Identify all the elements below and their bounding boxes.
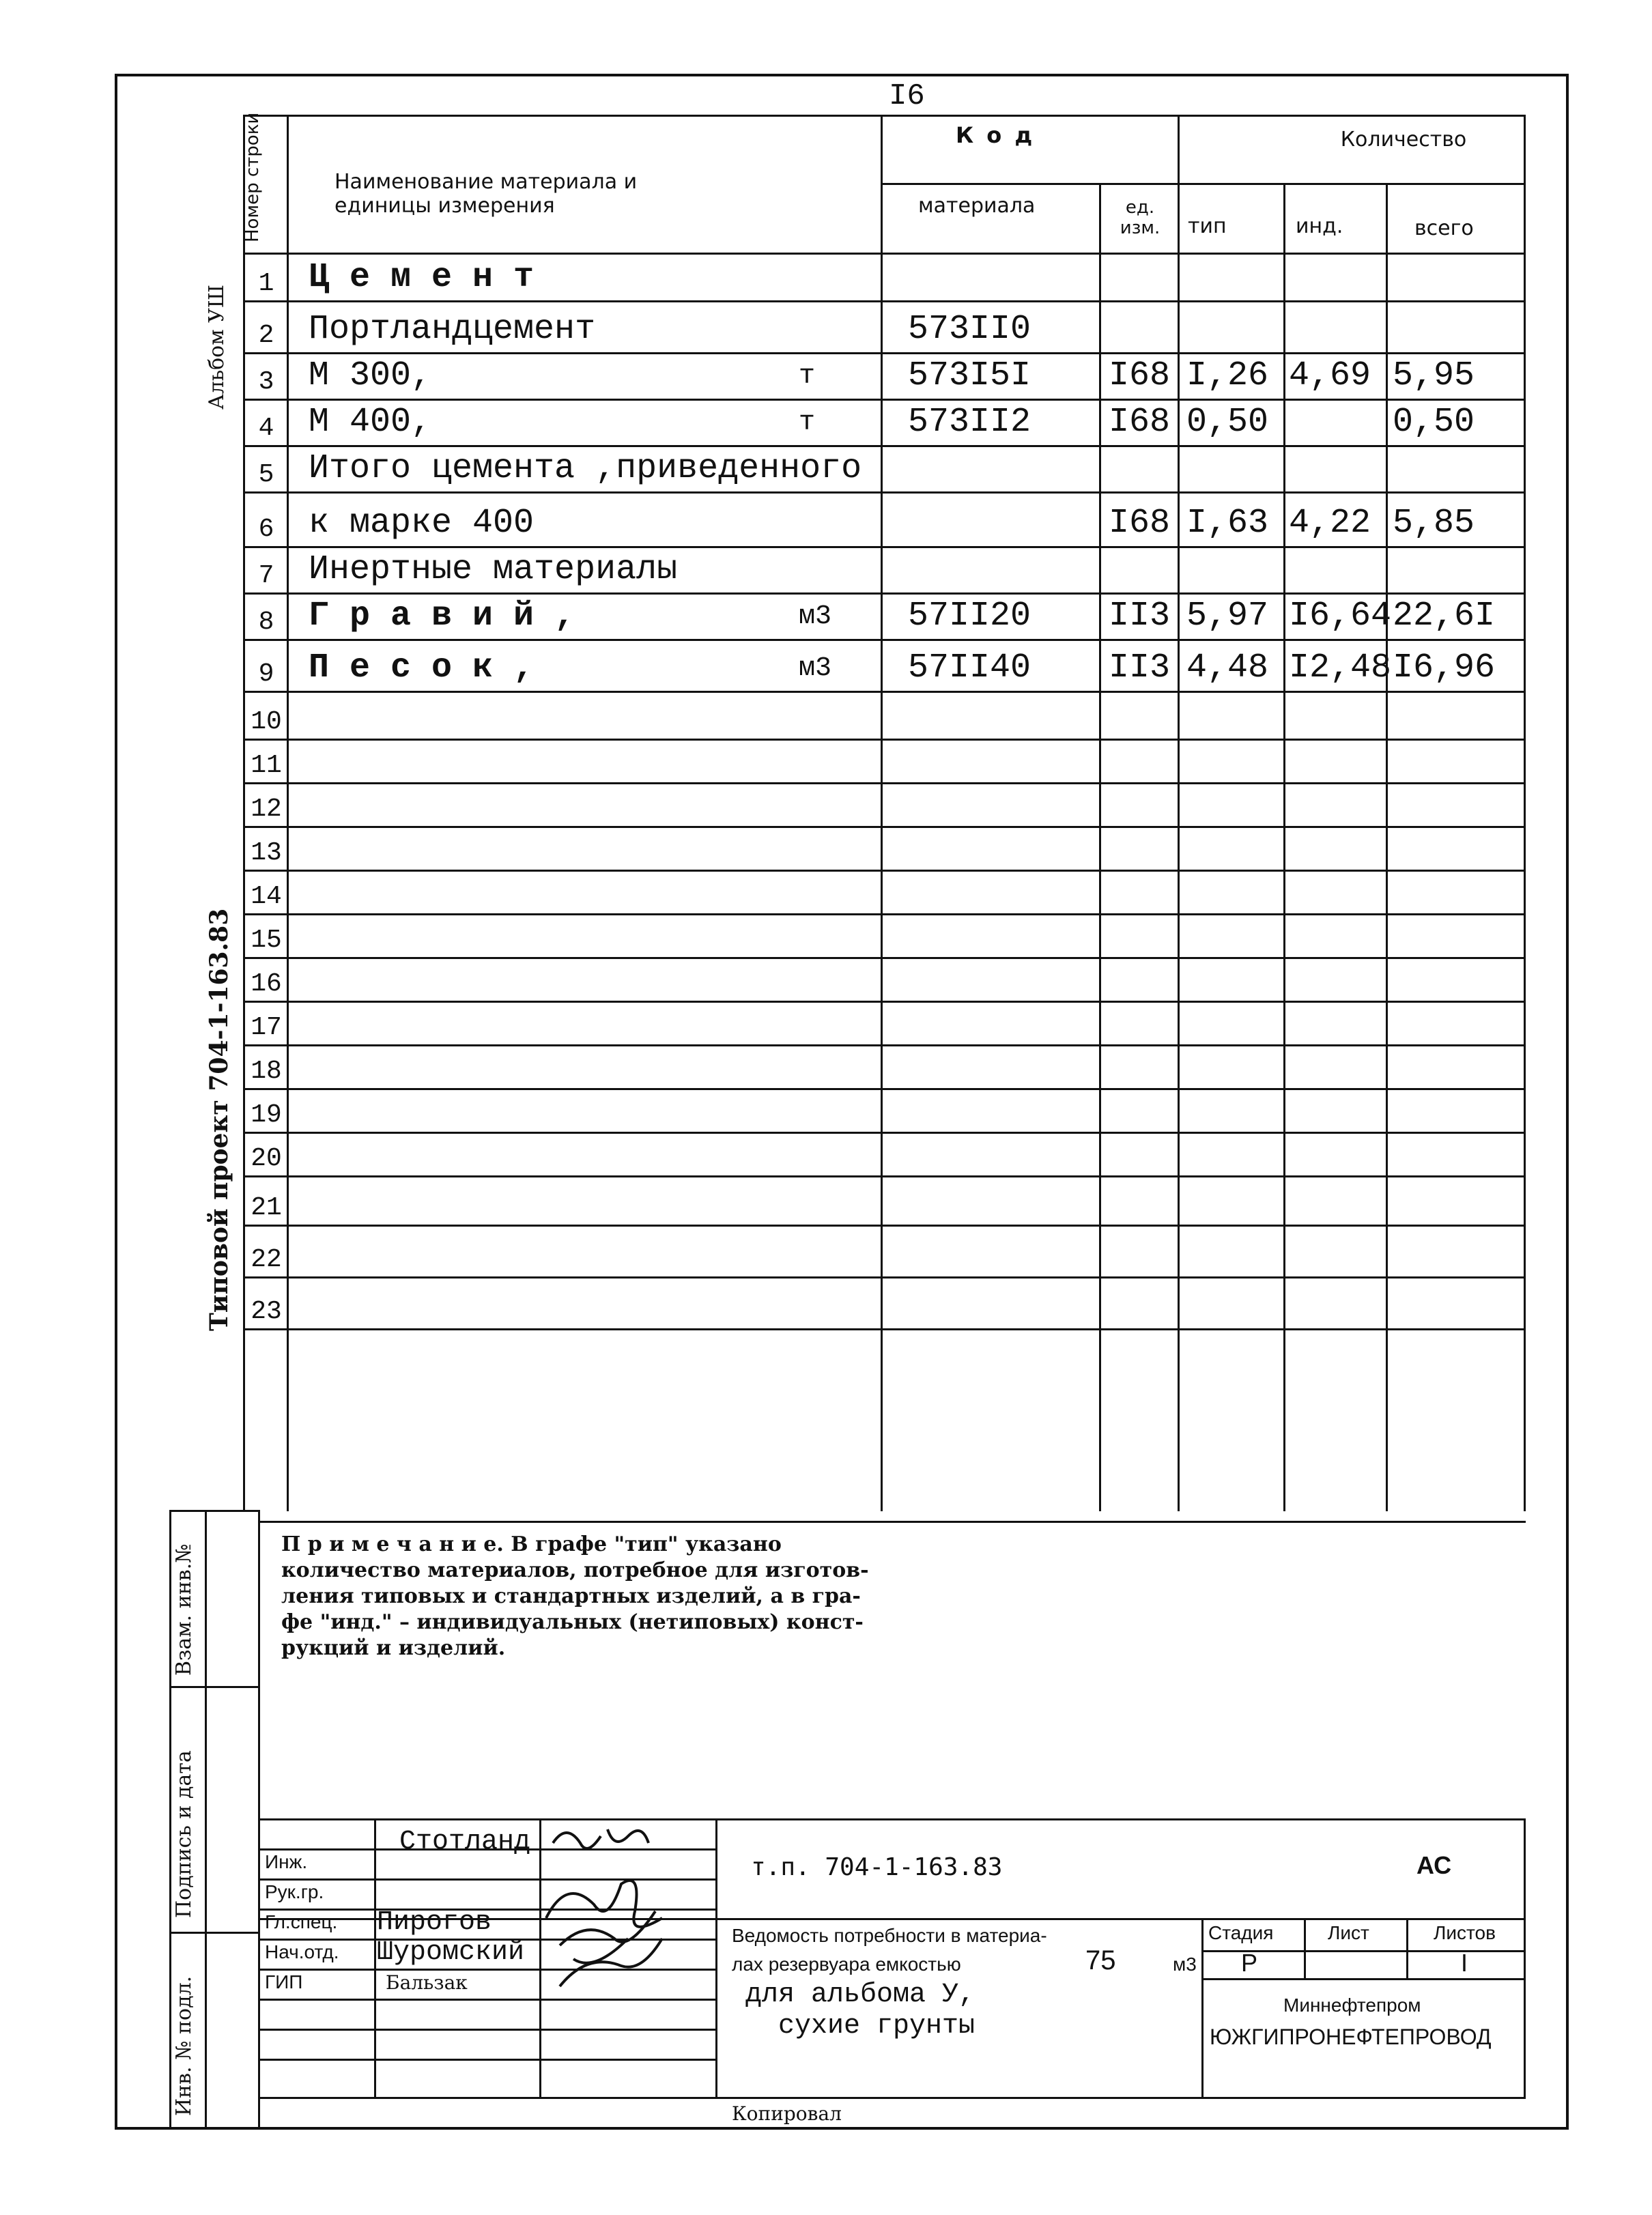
table-border-left <box>243 115 245 1511</box>
qty-ind: 4,69 <box>1289 356 1371 395</box>
table-row-line <box>243 592 1526 595</box>
stage-value: Р <box>1241 1949 1258 1977</box>
stage-label: Стадия <box>1208 1922 1274 1943</box>
row-number: 21 <box>251 1193 282 1223</box>
material-name: Портландцемент <box>309 310 596 349</box>
table-border-right <box>1524 115 1526 1511</box>
material-name: Инертные материалы <box>309 550 678 589</box>
unit-code: I68 <box>1109 356 1171 395</box>
material-name: Г р а в и й , <box>309 597 575 635</box>
row-number: 7 <box>258 561 274 590</box>
row-number: 5 <box>258 460 274 489</box>
table-row-line <box>243 352 1526 354</box>
row-number: 15 <box>251 926 282 955</box>
tank-volume: 75 <box>1085 1945 1116 1975</box>
row-number: 10 <box>251 707 282 737</box>
header-qty-ind: инд. <box>1296 214 1343 238</box>
table-row-line <box>243 546 1526 548</box>
table-row-line <box>243 691 1526 693</box>
row-number: 18 <box>251 1057 282 1086</box>
role-label: Нач.отд. <box>265 1941 339 1962</box>
album-label: Альбом УШ <box>205 284 229 410</box>
note-top-border <box>258 1521 1526 1523</box>
col-rownum-border <box>287 115 289 1511</box>
titleblock-right-border <box>1524 1818 1526 2098</box>
titleblock-role-col <box>374 1818 376 2098</box>
stamp-line <box>169 1932 258 1934</box>
row-number: 20 <box>251 1144 282 1173</box>
row-number: 1 <box>258 269 274 298</box>
col-typ-border <box>1283 183 1285 1511</box>
qty-typ: I,63 <box>1186 504 1269 543</box>
table-row-line <box>243 491 1526 494</box>
row-number: 9 <box>258 659 274 689</box>
header-row-number: Номер строки <box>242 112 263 242</box>
note-left-border <box>258 1521 260 2128</box>
header-code-material: материала <box>918 194 1036 218</box>
row-number: 4 <box>258 414 274 443</box>
stamp-original-inv: Инв. № подл. <box>172 1975 196 2116</box>
org-institute: ЮЖГИПРОНЕФТЕПРОВОД <box>1210 2025 1492 2049</box>
table-row-line <box>243 782 1526 784</box>
row-number: 19 <box>251 1100 282 1130</box>
row-number: 12 <box>251 795 282 824</box>
table-row-line <box>243 1328 1526 1330</box>
qty-ind: I6,64 <box>1289 597 1392 635</box>
table-row-line <box>243 913 1526 915</box>
description-line: Ведомость потребности в материа- <box>732 1925 1047 1946</box>
header-bottom-border <box>243 253 1526 255</box>
stamp-border-mid <box>205 1510 207 2128</box>
row-number: 8 <box>258 608 274 637</box>
material-name: к марке 400 <box>309 504 535 543</box>
row-number: 14 <box>251 882 282 911</box>
person-name: Пирогов <box>377 1907 492 1938</box>
titleblock-top-border <box>258 1818 1526 1820</box>
stamp-replaced-inv: Взам. инв.№ <box>172 1543 196 1676</box>
row-number: 13 <box>251 838 282 868</box>
titleblock-stage-col <box>1201 1918 1204 2098</box>
titleblock-sheet-col <box>1304 1918 1306 1978</box>
header-split-line <box>881 183 1526 185</box>
header-qty-typ: тип <box>1188 214 1227 238</box>
material-code: 57II40 <box>908 648 1031 687</box>
signature-scribbles <box>532 1816 724 1993</box>
table-row-line <box>243 1088 1526 1090</box>
qty-ind: 4,22 <box>1289 504 1371 543</box>
header-material-name: Наименование материала и единицы измерения <box>334 170 638 218</box>
row-number: 17 <box>251 1013 282 1042</box>
row-number: 22 <box>251 1245 282 1274</box>
unit-code: I68 <box>1109 403 1171 442</box>
material-code: 573II0 <box>908 310 1031 349</box>
description-line: лах резервуара емкостью <box>732 1954 961 1975</box>
table-row-line <box>243 445 1526 447</box>
qty-total: 0,50 <box>1393 403 1475 442</box>
tank-volume-unit: м3 <box>1173 1954 1197 1975</box>
role-row-line <box>258 2029 715 2031</box>
stamp-line <box>169 1686 258 1688</box>
qty-total: I6,96 <box>1393 648 1496 687</box>
material-code: 573II2 <box>908 403 1031 442</box>
table-row-line <box>243 1225 1526 1227</box>
titleblock-org-line <box>1201 1978 1526 1980</box>
row-number: 2 <box>258 321 274 350</box>
table-top-border <box>243 115 1526 117</box>
table-row-line <box>243 639 1526 641</box>
row-number: 11 <box>251 751 282 780</box>
unit-code: II3 <box>1109 597 1171 635</box>
table-row-line <box>243 1001 1526 1003</box>
role-label: Гл.спец. <box>265 1911 338 1932</box>
material-name: Ц е м е н т <box>309 258 535 297</box>
table-row-line <box>243 739 1526 741</box>
document-code: т.п. 704-1-163.83 <box>751 1853 1003 1881</box>
table-row-line <box>243 399 1526 401</box>
row-number: 6 <box>258 515 274 544</box>
person-name: Стотланд <box>399 1827 531 1857</box>
sheets-value: I <box>1461 1949 1468 1977</box>
col-code-border <box>1099 183 1101 1511</box>
table-row-line <box>243 957 1526 959</box>
page-number: I6 <box>889 79 925 113</box>
col-unit-border <box>1178 115 1180 1511</box>
table-row-line <box>243 826 1526 828</box>
org-ministry: Миннефтепром <box>1283 1995 1421 2016</box>
note-line: фе "инд." – индивидуальных (нетиповых) конст- <box>281 1610 864 1634</box>
qty-typ: I,26 <box>1186 356 1269 395</box>
header-code-unit: ед. изм. <box>1120 197 1160 238</box>
project-label: Типовой проект 704-1-163.83 <box>205 908 233 1331</box>
material-name: Итого цемента ,приведенного <box>309 449 862 488</box>
description-line: для альбома У, <box>745 1980 975 2010</box>
note-line: ления типовых и стандартных изделий, а в гра- <box>281 1584 861 1608</box>
qty-typ: 4,48 <box>1186 648 1269 687</box>
note-line: количество материалов, потребное для изготов- <box>281 1558 869 1582</box>
row-number: 3 <box>258 367 274 397</box>
qty-total: 5,85 <box>1393 504 1475 543</box>
table-row-line <box>243 870 1526 872</box>
table-row-line <box>243 300 1526 302</box>
role-label: Рук.гр. <box>265 1881 324 1902</box>
material-code: 57II20 <box>908 597 1031 635</box>
col-name-border <box>881 115 883 1511</box>
qty-total: 22,6I <box>1393 597 1496 635</box>
titleblock-bottom-border <box>258 2097 1526 2099</box>
header-quantity-group: Количество <box>1340 128 1467 152</box>
unit-label: м3 <box>799 601 832 632</box>
unit-code: II3 <box>1109 648 1171 687</box>
unit-label: м3 <box>799 653 832 684</box>
role-row-line <box>258 1999 715 2001</box>
header-code-group: К о д <box>956 122 1036 148</box>
row-number: 23 <box>251 1297 282 1326</box>
stamp-border-left <box>169 1510 171 2128</box>
role-row-line <box>258 2059 715 2061</box>
unit-label: т <box>799 408 816 438</box>
unit-code: I68 <box>1109 504 1171 543</box>
sheet-label: Лист <box>1328 1922 1369 1943</box>
qty-ind: I2,48 <box>1289 648 1392 687</box>
table-row-line <box>243 1276 1526 1278</box>
table-row-line <box>243 1175 1526 1177</box>
copied-by-label: Копировал <box>732 2102 842 2125</box>
table-row-line <box>243 1044 1526 1046</box>
qty-total: 5,95 <box>1393 356 1475 395</box>
unit-label: т <box>799 361 816 392</box>
description-line: сухие грунты <box>778 2011 975 2042</box>
role-label: Инж. <box>265 1851 308 1872</box>
role-label: ГИП <box>265 1971 303 1992</box>
col-ind-border <box>1386 183 1388 1511</box>
material-code: 573I5I <box>908 356 1031 395</box>
person-name: Бальзак <box>386 1971 468 1994</box>
sheets-label: Листов <box>1434 1922 1496 1943</box>
note-line: П р и м е ч а н и е. В графе "тип" указано <box>281 1532 782 1556</box>
header-qty-total: всего <box>1414 216 1474 240</box>
row-number: 16 <box>251 969 282 999</box>
table-row-line <box>243 1132 1526 1134</box>
note-line: рукций и изделий. <box>281 1636 506 1660</box>
material-name: М 400, <box>309 403 432 442</box>
titleblock-sheets-col <box>1406 1918 1408 1978</box>
person-name: Шуромский <box>377 1937 525 1968</box>
mark: АС <box>1416 1851 1452 1879</box>
material-name: М 300, <box>309 356 432 395</box>
stamp-signature-date: Подпись и дата <box>172 1750 196 1918</box>
qty-typ: 5,97 <box>1186 597 1269 635</box>
material-name: П е с о к , <box>309 648 535 687</box>
qty-typ: 0,50 <box>1186 403 1269 442</box>
